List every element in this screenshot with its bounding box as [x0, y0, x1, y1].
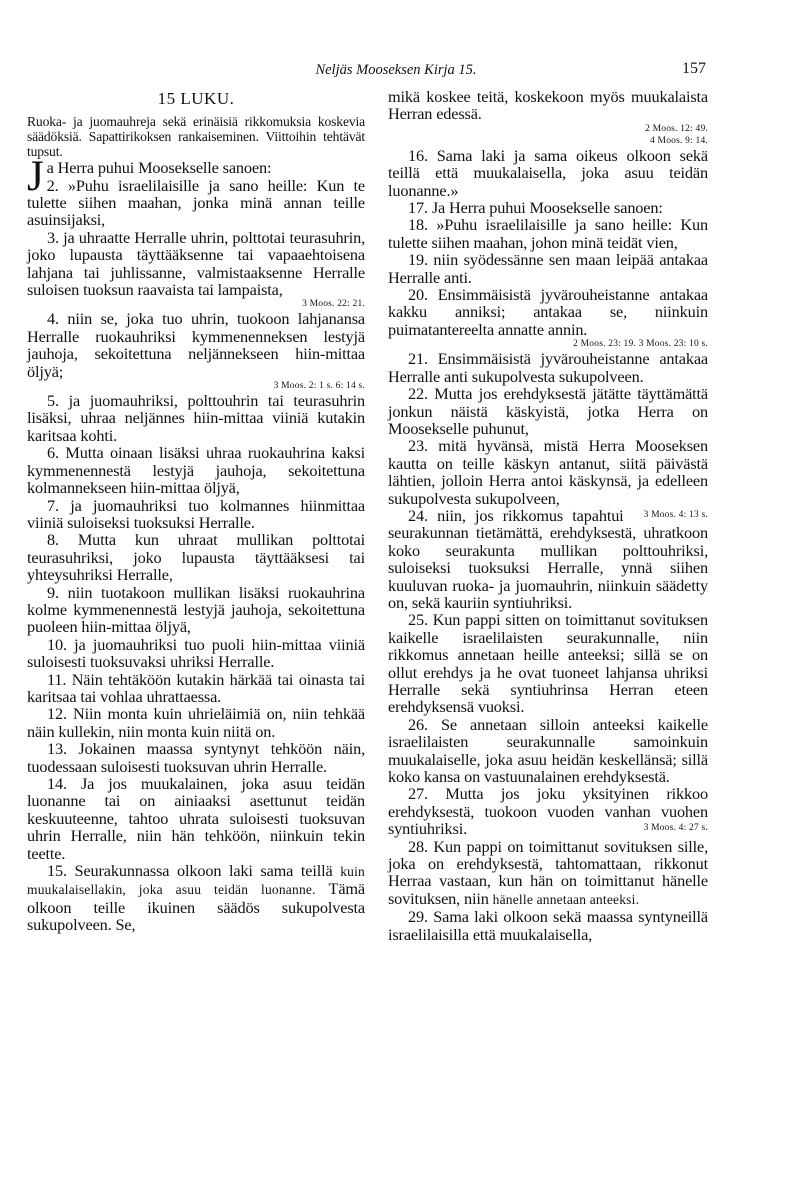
verse-15-text: 15. Seurakunnassa olkoon laki sama teillä: [47, 861, 333, 881]
cross-reference: 3 Moos. 22: 21.: [302, 299, 365, 310]
verse-15: [27, 862, 365, 934]
verse-16: 16. Sama laki ja sama oikeus olkoon sekä teillä että muukalaisella, joka asuu teidän luonanne.»: [388, 145, 708, 200]
verse-13: 13. Jokainen maassa syntynyt tehköön näin, tuodessaan suloisesti tuoksuvan uhrin Herralle.: [27, 739, 365, 776]
verse-28: [388, 838, 708, 909]
cross-reference: 2 Moos. 12: 49.: [645, 123, 708, 134]
cross-reference: 3 Moos. 2: 1 s. 6: 14 s.: [273, 381, 365, 392]
continuation-text: mikä koskee teitä, koskekoon myös muukalaista Herran edessä.: [388, 87, 708, 124]
verse-23: 23. mitä hyvänsä, mistä Herra Mooseksen kautta on teille käskyn antanut, siitä päivästä lähtien, jolloin Herra antoi käskynsä, ja edelleen sukupolvesta sukupolveen,: [388, 436, 708, 508]
verse-22: 22. Mutta jos erehdyksestä jätätte täyttämättä jonkun näistä käskyistä, jotka Herra on Moosekselle puhunut,: [388, 384, 708, 438]
cross-reference: 2 Moos. 23: 19. 3 Moos. 23: 10 s.: [573, 339, 708, 350]
verse-27-text: 27. Mutta jos joku yksityinen rikkoo erehdyksestä, tuokoon vuoden vanhan vuohen syntiuhriksi.: [388, 784, 708, 839]
cross-reference: 3 Moos. 4: 27 s.: [643, 823, 708, 834]
verse-10: 10. ja juomauhriksi tuo puoli hiin-mittaa viiniä suloisesti tuoksuvaksi uhriksi Herralle.: [27, 634, 365, 672]
verse-11: 11. Näin tehtäköön kutakin härkää tai oinasta tai karitsaa tai vohlaa uhrattaessa.: [27, 669, 365, 706]
verse-17: 17. Ja Herra puhui Moosekselle sanoen:: [408, 198, 663, 218]
verse-24: [388, 507, 708, 611]
verse-20: 20. Ensimmäisistä jyvärouheistanne antakaa kakku anniksi; antakaa se, niinkuin puimatantereelta annatte annin.: [388, 285, 708, 339]
verse-26: 26. Se annetaan silloin anteeksi kaikelle israelilaisten seurakunnalle samoinkuin muukalaiselle, joka asuu heidän keskellänsä; sillä koko kansa on vastuunalainen erehdyksestä.: [388, 714, 708, 787]
verse-25: 25. Kun pappi sitten on toimittanut sovituksen kaikelle israelilaisten seurakunnalle, niin rikkomus annetaan heille anteeksi; sillä se on ollut erehdys ja he ovat tuoneet lahjansa uhriksi Herralle sekä syntiuhrinsa Herran eteen erehdyksensä vuoksi.: [388, 610, 708, 717]
verse-6: 6. Mutta oinaan lisäksi uhraa ruokauhrina kaksi kymmenennestä lestyjä jauhoja, sekoitettuna kolmannekseen hiin-mittaa öljyä,: [27, 443, 365, 498]
verse-27: [388, 785, 708, 837]
verse-21: 21. Ensimmäisistä jyvärouheistanne antakaa Herralle anti sukupolvesta sukupolveen.: [388, 349, 708, 386]
chapter-summary: Ruoka- ja juomauhreja sekä erinäisiä rikkomuksia koskevia säädöksiä. Sapattirikoksen rankaiseminen. Viittoihin tehtävät tupsut.: [27, 114, 365, 159]
verse-7: 7. ja juomauhriksi tuo kolmannes hiinmittaa viiniä suloiseksi tuoksuksi Herralle.: [27, 495, 365, 532]
verse-15-text-end: Tämä olkoon teille ikuinen säädös sukupolvesta sukupolveen. Se,: [27, 879, 365, 935]
verse-4: 4. niin se, joka tuo uhrin, tuokoon lahjanansa Herralle ruokauhriksi kymmenenneksen lestyjä jauhoja, sekoitettuna neljännekseen hiin-mittaa öljyä;: [27, 309, 365, 381]
verse-1: [27, 153, 365, 201]
page-header: [0, 60, 792, 84]
cross-reference: 4 Moos. 9: 14.: [650, 135, 708, 146]
verse-2: 2. »Puhu israelilaisille ja sano heille: Kun te tulette siihen maahan, jonka minä annan teille asuinsijaksi,: [27, 175, 365, 230]
verse-5: 5. ja juomauhriksi, polttouhrin tai teurasuhrin lisäksi, uhraa neljännes hiin-mittaa viiniä kutakin karitsaa kohti.: [27, 391, 365, 445]
verse-15-small-text: kuin muukalaisellakin, joka asuu teidän luonanne.: [27, 864, 365, 898]
verse-14: 14. Ja jos muukalainen, joka asuu teidän luonanne tai on ainiaaksi asettunut teidän keskuuteenne, tahtoo uhrata suloisesti tuoksuvan uhrin Herralle, niin hän tehköön, niinkuin tekin teette.: [27, 774, 365, 863]
page-number: 157: [682, 60, 706, 77]
verse-3: 3. ja uhraatte Herralle uhrin, polttotai teurasuhrin, joko lupausta täyttääksenne tai vapaaehtoisena lahjana tai juhlissanne, valmistaaksenne Herralle suloisen tuoksun raavaista tai lampaista,: [27, 227, 365, 300]
verse-28-small-text: hänelle annetaan anteeksi.: [492, 891, 640, 907]
right-column: [388, 88, 708, 943]
verse-24-text: 24. niin, jos rikkomus tapahtui seurakunnan tietämättä, erehdyksestä, uhratkoon koko seurakunta mullikan polttouhriksi, suloiseksi tuoksuksi Herralle, ynnä siihen kuuluvan ruoka- ja juomauhrin, niinkuin säädetty on, sekä kauriin syntiuhriksi.: [388, 505, 708, 612]
verse-29: 29. Sama laki olkoon sekä maassa syntyneillä israelilaisilla että muukalaisella,: [388, 907, 708, 944]
verse-19: 19. niin syödessänne sen maan leipää antakaa Herralle anti.: [388, 250, 708, 287]
verse-1-text: a Herra puhui Moosekselle sanoen:: [46, 158, 272, 178]
running-title: Neljäs Mooseksen Kirja 15.: [315, 62, 477, 78]
drop-cap: J: [27, 153, 44, 201]
verse-12: 12. Niin monta kuin uhrieläimiä on, niin tehkää näin kullekin, niin monta kuin niitä on.: [27, 704, 365, 741]
verse-28-text: 28. Kun pappi on toimittanut sovituksen sille, joka on erehdyksestä, tahtomattaan, rikkonut Herraa vastaan, kun hän on toimittanut hänelle sovituksen, niin: [388, 836, 708, 908]
cross-reference: 3 Moos. 4: 13 s.: [643, 509, 708, 520]
left-column: [27, 88, 365, 934]
verse-18: 18. »Puhu israelilaisille ja sano heille: Kun tulette siihen maahan, johon minä teidät vien,: [388, 215, 708, 252]
verse-9: 9. niin tuotakoon mullikan lisäksi ruokauhrina kolme kymmenennestä lestyjä jauhoja, sekoitettuna puoleen hiin-mittaa öljyä,: [27, 582, 365, 637]
chapter-title: 15 LUKU.: [157, 89, 235, 108]
verse-8: 8. Mutta kun uhraat mullikan polttotai teurasuhriksi, joko lupausta täyttääksesi tai yhteysuhriksi Herralle,: [27, 530, 365, 585]
